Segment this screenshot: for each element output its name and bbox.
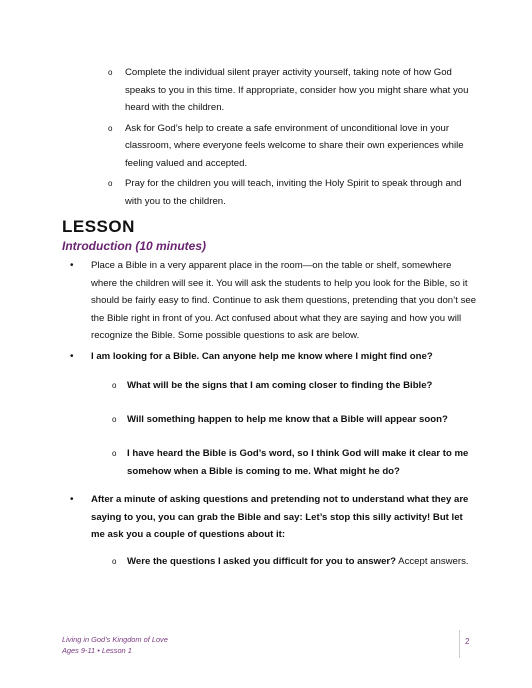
question-bullet xyxy=(70,348,478,366)
question-item xyxy=(112,445,478,480)
list-item xyxy=(112,411,478,429)
list-item-text: Pray for the children you will teach, inviting the Holy Spirit to speak through and with you to the children. xyxy=(125,178,462,207)
list-item xyxy=(108,175,478,210)
circle-bullet-icon: o xyxy=(108,123,113,133)
list-item-text: Ask for God’s help to create a safe environment of unconditional love in your classroom, where everyone feels welcome to share their own experiences while feeling valued and accepted. xyxy=(125,122,464,169)
list-item-text: I am looking for a Bible. Can anyone help me know where I might find one? xyxy=(91,351,433,362)
list-item-text: I have heard the Bible is God’s word, so I think God will make it clear to me somehow when a Bible is coming to me. What might he do? xyxy=(127,448,469,477)
footer-subtitle: Ages 9-11 • Lesson 1 xyxy=(62,646,132,655)
footer-course-info xyxy=(62,634,168,656)
circle-bullet-icon: o xyxy=(112,415,117,424)
list-item xyxy=(70,257,478,345)
intro-bullet xyxy=(70,257,478,345)
list-item-text: Place a Bible in a very apparent place in the room—on the table or shelf, somewhere where the children will see it. You will ask the students to help you look for the Bible, so it should be fairly easy to find. Continue to ask them questions, pretending that you don’t see the Bible right in front of you. Act confused about what they are saying and how you will recognize the Bible. Some possible questions to ask are below. xyxy=(91,260,477,341)
circle-bullet-icon: o xyxy=(112,381,117,390)
list-item xyxy=(112,377,478,395)
introduction-heading: Introduction (10 minutes) xyxy=(62,239,206,253)
list-item xyxy=(108,64,478,117)
list-item xyxy=(112,553,478,571)
bullet-icon: • xyxy=(70,260,74,271)
list-item-text: After a minute of asking questions and pretending not to understand what they are saying to you, you can grab the Bible and say: Let’s stop this silly activity! But let me ask you a couple of questions about it: xyxy=(91,494,469,540)
final-question-note: Accept answers. xyxy=(396,556,469,567)
page-number: 2 xyxy=(465,637,470,646)
list-item-text: Complete the individual silent prayer activity yourself, taking note of how God speaks to you in this time. If appropriate, consider how you might share what you heard with the children. xyxy=(125,67,469,113)
after-bullet xyxy=(70,491,478,544)
circle-bullet-icon: o xyxy=(112,449,117,458)
footer-divider xyxy=(459,630,460,658)
bullet-icon: • xyxy=(70,351,74,362)
footer-title: Living in God’s Kingdom of Love xyxy=(62,635,168,644)
preparation-list xyxy=(108,64,478,213)
list-item-text: Will something happen to help me know that a Bible will appear soon? xyxy=(127,414,448,425)
question-item xyxy=(112,411,478,429)
circle-bullet-icon: o xyxy=(108,68,113,77)
question-item xyxy=(112,377,478,395)
circle-bullet-icon: o xyxy=(108,179,113,188)
list-item-text: What will be the signs that I am coming closer to finding the Bible? xyxy=(127,380,433,391)
list-item xyxy=(112,445,478,480)
final-question-text: Were the questions I asked you difficult for you to answer? xyxy=(127,556,397,567)
final-question-item xyxy=(112,553,478,571)
list-item xyxy=(70,491,478,544)
circle-bullet-icon: o xyxy=(112,557,117,566)
bullet-icon: • xyxy=(70,494,74,505)
list-item xyxy=(70,348,478,366)
list-item xyxy=(108,120,478,173)
lesson-heading: LESSON xyxy=(62,217,135,236)
